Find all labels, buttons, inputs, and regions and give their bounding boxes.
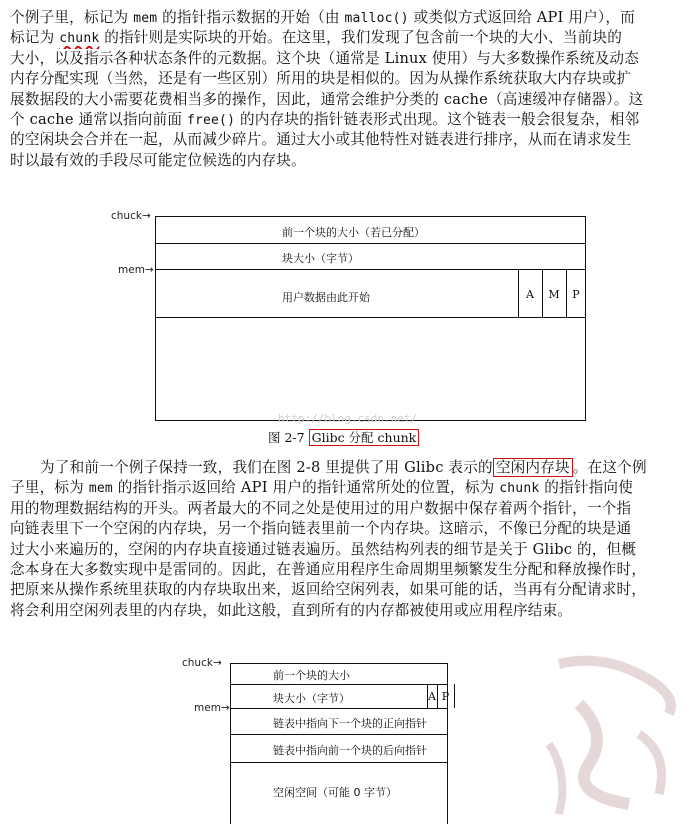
text-run: 或类似方式返回给 API 用户），而 bbox=[408, 9, 635, 26]
code-token: mem bbox=[133, 11, 158, 26]
text-line bbox=[10, 458, 679, 478]
code-token: chunk bbox=[499, 481, 540, 497]
text-run: 时以最有效的手段尽可能定位候选的内存块。 bbox=[10, 151, 306, 169]
text-line bbox=[10, 560, 679, 580]
text-run: 用的物理数据结构的开头。两者最大的不同之处是使用过的用户数据中保存着两个指针，一个指 bbox=[10, 499, 632, 517]
flag-p-2: P bbox=[441, 690, 450, 703]
text-line bbox=[10, 601, 679, 621]
flag-p: P bbox=[572, 288, 580, 301]
size-field: 块大小（字节） bbox=[282, 252, 359, 265]
text-run: 展数据段的大小需要花费相当多的操作，因此，通常会维护分类的 cache（高速缓冲存储器）。这 bbox=[10, 90, 644, 108]
text-run: 将会利用空闲列表里的内存块，如此这般，直到所有的内存都被使用或应用程序结束。 bbox=[10, 601, 573, 619]
text-line bbox=[10, 49, 679, 69]
text-run: 的内存块的指针链表形式出现。这个链表一般会很复杂，相邻 bbox=[235, 110, 640, 128]
flag-a: A bbox=[526, 288, 534, 301]
size-field-2: 块大小（字节） bbox=[273, 692, 350, 705]
highlighted-term: 空闲内存块 bbox=[493, 458, 573, 477]
calligraphy-seal-watermark bbox=[519, 644, 689, 824]
text-line bbox=[10, 130, 679, 150]
paragraph-2 bbox=[10, 458, 679, 621]
text-run: 内存分配实现（当然，还是有一些区别）所用的块是相似的。因为从操作系统获取大内存块或扩 bbox=[10, 70, 632, 88]
text-line bbox=[10, 580, 679, 600]
figure-1-caption-highlight: Glibc 分配 chunk bbox=[309, 429, 420, 446]
mem-pointer-label-2: mem→ bbox=[194, 702, 230, 714]
code-token: mem bbox=[88, 481, 113, 497]
free-space-field: 空闲空间（可能 0 字节） bbox=[273, 786, 397, 799]
text-run: 个 cache 通常以指向前面 bbox=[10, 110, 187, 128]
code-token: free() bbox=[186, 112, 236, 128]
text-run: 把原来从操作系统里获取的内存块取出来，返回给空闲列表，如果可能的话，当再有分配请求时， bbox=[10, 581, 647, 599]
text-run: 向链表里下一个空闲的内存块，另一个指向链表里前一个内存块。这暗示，不像已分配的块是通 bbox=[10, 520, 632, 538]
text-line bbox=[10, 110, 679, 130]
text-line bbox=[10, 478, 679, 498]
figure-2-7-allocated-chunk bbox=[0, 205, 689, 455]
text-run: 念本身在大多数实现中是雷同的。因此，在普通应用程序生命周期里频繁发生分配和释放操作时， bbox=[10, 560, 647, 578]
text-line bbox=[10, 69, 679, 89]
text-run: 。在这个例 bbox=[572, 459, 647, 476]
text-run: 的指针则是实际块的开始。在这里，我们发现了包含前一个块的大小、当前块的 bbox=[99, 29, 622, 47]
mem-pointer-label: mem→ bbox=[118, 264, 154, 276]
text-line bbox=[10, 8, 679, 28]
prev-size-field-2: 前一个块的大小 bbox=[273, 669, 350, 682]
text-run: 的指针指向使 bbox=[539, 479, 633, 497]
chunk-pointer-label-2: chuck→ bbox=[182, 657, 222, 669]
text-run: 为了和前一个例子保持一致，我们在图 2-8 里提供了用 Glibc 表示的 bbox=[40, 459, 493, 476]
text-run: 子里，标为 bbox=[10, 479, 89, 497]
text-line bbox=[10, 28, 679, 48]
code-token: chunk bbox=[59, 31, 100, 47]
watermark: http://blog.csdn.net/ bbox=[278, 412, 418, 425]
text-line bbox=[10, 90, 679, 110]
figure-1-caption: 图 2-7 Glibc 分配 chunk bbox=[268, 428, 419, 446]
text-line bbox=[10, 540, 679, 560]
text-run: 的指针指示返回给 API 用户的指针通常所处的位置，标为 bbox=[112, 479, 500, 497]
code-token: malloc() bbox=[344, 11, 409, 26]
text-run: 个例子里，标记为 bbox=[10, 9, 134, 26]
text-run: 大小，以及指示各种状态条件的元数据。这个块（通常是 Linux 使用）与大多数操作系统及动态 bbox=[10, 49, 640, 67]
chunk-outline bbox=[155, 216, 586, 421]
text-run: 的空闲块会合并在一起，从而减少碎片。通过大小或其他特性对链表进行排序，从而在请求发生 bbox=[10, 131, 632, 149]
text-line bbox=[10, 499, 679, 519]
flag-m: M bbox=[548, 288, 560, 301]
flag-a-2: A bbox=[428, 690, 436, 703]
chunk-pointer-label: chuck→ bbox=[111, 210, 151, 222]
text-run: 标记为 bbox=[10, 29, 60, 47]
fd-pointer-field: 链表中指向下一个块的正向指针 bbox=[273, 717, 427, 730]
paragraph-1 bbox=[10, 8, 679, 171]
user-data-field: 用户数据由此开始 bbox=[282, 291, 370, 304]
text-run: 过大小来遍历的，空闲的内存块直接通过链表遍历。虽然结构列表的细节是关于 Glibc 的，但概 bbox=[10, 540, 637, 558]
text-line bbox=[10, 519, 679, 539]
prev-size-field: 前一个块的大小（若已分配） bbox=[282, 226, 425, 239]
bk-pointer-field: 链表中指向前一个块的后向指针 bbox=[273, 744, 427, 757]
text-line bbox=[10, 151, 679, 171]
text-run: 的指针指示数据的开始（由 bbox=[157, 9, 345, 26]
